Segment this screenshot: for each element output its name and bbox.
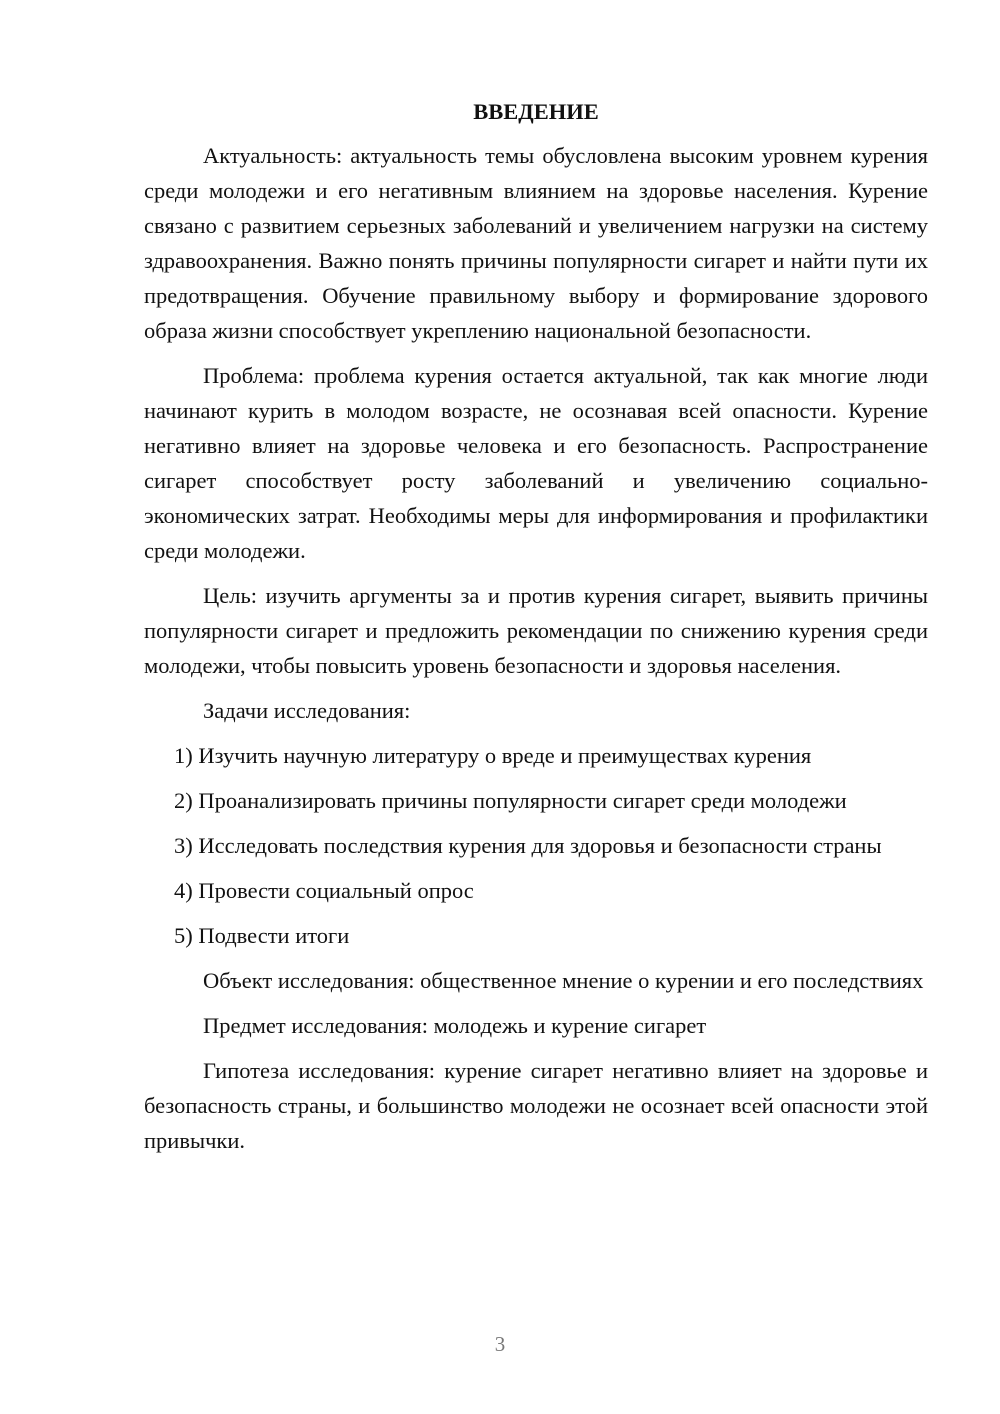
research-subject: Предмет исследования: молодежь и курение сигарет [203, 1013, 707, 1038]
problem-line: Проблема: проблема курения остается актуальной, так как многие [203, 363, 868, 388]
goal-line: причины популярности сигарет и предложить рекомендации по [144, 583, 929, 643]
relevance-line: причины популярности сигарет и найти пути их предотвращения. [144, 248, 928, 308]
relevance-line: увеличением нагрузки на систему здравоохранения. Важно понять [144, 213, 928, 273]
goal-line: безопасности и здоровья населения. [494, 653, 842, 678]
task-item: 5) Подвести итоги [174, 923, 350, 948]
relevance-line: Актуальность: актуальность темы обусловлена высоким уровнем [203, 143, 843, 168]
problem-line: Распространение сигарет способствует росту заболеваний и увеличению [144, 433, 928, 493]
task-item: 4) Провести социальный опрос [174, 878, 474, 903]
research-object: Объект исследования: общественное мнение о курении и его последствиях [203, 968, 924, 993]
task-item: 1) Изучить научную литературу о вреде и преимуществах курения [174, 743, 812, 768]
tasks-heading: Задачи исследования: [203, 698, 411, 723]
goal-line: Цель: изучить аргументы за и против курения сигарет, выявить [203, 583, 834, 608]
research-hypothesis: Гипотеза исследования: курение сигарет негативно влияет на здоровье и безопасность страны, и большинство молодежи не осознает всей опасности этой привычки. [144, 1058, 928, 1153]
relevance-line: способствует укреплению национальной безопасности. [278, 318, 812, 343]
task-item: 3) Исследовать последствия курения для здоровья и безопасности страны [174, 833, 882, 858]
page-title: ВВЕДЕНИЕ [473, 99, 599, 124]
problem-paragraph [144, 358, 928, 568]
problem-line: информирования и профилактики среди молодежи. [144, 503, 929, 563]
relevance-line: Обучение правильному выбору и формирование здорового образа жизни [144, 283, 928, 343]
relevance-line: курения среди молодежи и его негативным влиянием на здоровье [144, 143, 929, 203]
problem-line: социально-экономических затрат. Необходимы меры для [144, 468, 928, 528]
document-page [144, 94, 928, 1168]
goal-paragraph [144, 578, 928, 683]
problem-line: Курение негативно влияет на здоровье человека и его безопасность. [144, 398, 928, 458]
goal-line: снижению курения среди молодежи, чтобы повысить уровень [144, 618, 928, 678]
problem-line: люди начинают курить в молодом возрасте, не осознавая всей опасности. [144, 363, 928, 423]
task-item: 2) Проанализировать причины популярности сигарет среди молодежи [174, 788, 847, 813]
page-number: 3 [494, 1332, 506, 1356]
relevance-paragraph [144, 138, 928, 348]
relevance-line: населения. Курение связано с развитием серьезных заболеваний и [144, 178, 928, 238]
